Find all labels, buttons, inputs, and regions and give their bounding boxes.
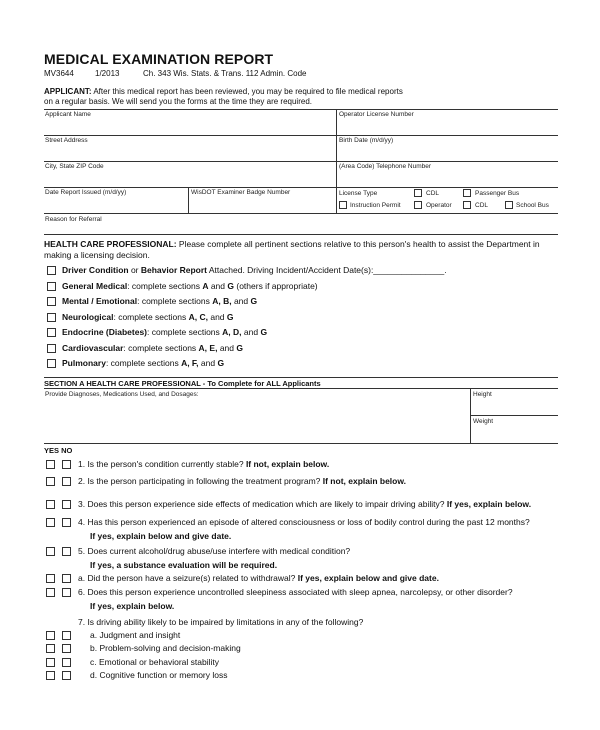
- health-care-item: Mental / Emotional: complete sections A, B, and G: [62, 296, 258, 306]
- operator-label: Operator: [426, 202, 452, 209]
- yes-checkbox[interactable]: [46, 460, 55, 469]
- question-item: 5. Does current alcohol/drug abuse/use interfere with medical condition?: [78, 546, 351, 556]
- weight-field[interactable]: Weight: [473, 418, 494, 425]
- no-checkbox[interactable]: [62, 574, 71, 583]
- health-care-item: Endocrine (Diabetes): complete sections A, D, and G: [62, 327, 268, 337]
- no-checkbox[interactable]: [62, 658, 71, 667]
- no-checkbox[interactable]: [62, 477, 71, 486]
- yes-checkbox[interactable]: [46, 658, 55, 667]
- no-checkbox[interactable]: [62, 631, 71, 640]
- form-number: MV3644: [44, 69, 74, 78]
- applicant-note: [44, 87, 404, 107]
- passenger-bus-checkbox[interactable]: [463, 189, 471, 197]
- instruction-permit-checkbox[interactable]: [339, 201, 347, 209]
- instruction-permit-label: Instruction Permit: [350, 202, 401, 209]
- yes-checkbox[interactable]: [46, 631, 55, 640]
- cdl2-checkbox[interactable]: [463, 201, 471, 209]
- question-item-note: If yes, explain below and give date.: [90, 531, 232, 541]
- sub-question-item: d. Cognitive function or memory loss: [90, 670, 228, 680]
- applicant-label: APPLICANT:: [44, 87, 92, 96]
- section-a-title: SECTION A HEALTH CARE PROFESSIONAL - To Complete for ALL Applicants: [44, 379, 321, 388]
- health-care-item-checkbox[interactable]: [47, 344, 56, 353]
- health-care-item-checkbox[interactable]: [47, 282, 56, 291]
- no-checkbox[interactable]: [62, 547, 71, 556]
- yes-checkbox[interactable]: [46, 518, 55, 527]
- question-item: 7. Is driving ability likely to be impaired by limitations in any of the following?: [78, 617, 364, 627]
- statute-reference: Ch. 343 Wis. Stats. & Trans. 112 Admin. Code: [143, 69, 307, 78]
- applicant-name-field[interactable]: Applicant Name: [45, 111, 91, 118]
- form-date: 1/2013: [95, 69, 120, 78]
- school-bus-checkbox[interactable]: [505, 201, 513, 209]
- passenger-bus-label: Passenger Bus: [475, 190, 520, 197]
- health-care-heading: [44, 239, 554, 261]
- health-care-item-checkbox[interactable]: [47, 297, 56, 306]
- yes-checkbox[interactable]: [46, 477, 55, 486]
- cdl-label: CDL: [426, 190, 440, 197]
- sub-question-item: c. Emotional or behavioral stability: [90, 657, 219, 667]
- health-care-item: Driver Condition or Behavior Report Attached. Driving Incident/Accident Date(s):_______________.: [62, 265, 447, 275]
- sub-question-item: b. Problem-solving and decision-making: [90, 643, 241, 653]
- school-bus-label: School Bus: [516, 202, 549, 209]
- yes-checkbox[interactable]: [46, 588, 55, 597]
- no-checkbox[interactable]: [62, 460, 71, 469]
- health-care-item: Cardiovascular: complete sections A, E, and G: [62, 343, 243, 353]
- applicant-text: After this medical report has been reviewed, you may be required to file medical reports on a regular basis. We will send you the forms at the time they are required.: [44, 87, 403, 106]
- health-care-heading-label: HEALTH CARE PROFESSIONAL:: [44, 239, 177, 249]
- health-care-item: General Medical: complete sections A and G (others if appropriate): [62, 281, 318, 291]
- yes-checkbox[interactable]: [46, 644, 55, 653]
- yes-checkbox[interactable]: [46, 574, 55, 583]
- diagnoses-field[interactable]: Provide Diagnoses, Medications Used, and Dosages:: [45, 391, 199, 398]
- no-checkbox[interactable]: [62, 518, 71, 527]
- height-field[interactable]: Height: [473, 391, 492, 398]
- page-title: MEDICAL EXAMINATION REPORT: [44, 51, 274, 67]
- question-item-note: If yes, explain below.: [90, 601, 175, 611]
- street-address-field[interactable]: Street Address: [45, 137, 88, 144]
- no-checkbox[interactable]: [62, 500, 71, 509]
- city-state-zip-field[interactable]: City, State ZIP Code: [45, 163, 104, 170]
- date-issued-field[interactable]: Date Report Issued (m/d/yy): [45, 189, 127, 196]
- health-care-item-checkbox[interactable]: [47, 328, 56, 337]
- health-care-item-checkbox[interactable]: [47, 266, 56, 275]
- no-checkbox[interactable]: [62, 644, 71, 653]
- health-care-item: Pulmonary: complete sections A, F, and G: [62, 358, 225, 368]
- examiner-badge-field[interactable]: WisDOT Examiner Badge Number: [191, 189, 291, 196]
- question-item: 2. Is the person participating in following the treatment program? If not, explain below.: [78, 476, 407, 486]
- birth-date-field[interactable]: Birth Date (m/d/yy): [339, 137, 394, 144]
- question-item: 1. Is the person's condition currently stable? If not, explain below.: [78, 459, 330, 469]
- yes-no-header: YES NO: [44, 446, 73, 455]
- question-item-note: If yes, a substance evaluation will be required.: [90, 560, 278, 570]
- license-type-label: License Type: [339, 190, 378, 197]
- sub-question-item: a. Judgment and insight: [90, 630, 181, 640]
- question-item: 3. Does this person experience side effects of medication which are likely to impair driving ability? If yes, explain below.: [78, 499, 532, 509]
- reason-referral-field[interactable]: Reason for Referral: [45, 216, 102, 223]
- health-care-item: Neurological: complete sections A, C, and G: [62, 312, 234, 322]
- health-care-heading-text: Please complete all pertinent sections relative to this person's health to assist the Department in making a licensing decision.: [44, 239, 540, 260]
- question-item: 4. Has this person experienced an episode of altered consciousness or loss of bodily control during the past 12 months?: [78, 517, 530, 527]
- question-item: a. Did the person have a seizure(s) related to withdrawal? If yes, explain below and give date.: [78, 573, 439, 583]
- operator-license-field[interactable]: Operator License Number: [339, 111, 414, 118]
- no-checkbox[interactable]: [62, 671, 71, 680]
- question-item: 6. Does this person experience uncontrolled sleepiness associated with sleep apnea, narcolepsy, or other disorder?: [78, 587, 513, 597]
- cdl-checkbox[interactable]: [414, 189, 422, 197]
- yes-checkbox[interactable]: [46, 500, 55, 509]
- cdl2-label: CDL: [475, 202, 489, 209]
- yes-checkbox[interactable]: [46, 547, 55, 556]
- operator-checkbox[interactable]: [414, 201, 422, 209]
- telephone-field[interactable]: (Area Code) Telephone Number: [339, 163, 432, 170]
- health-care-item-checkbox[interactable]: [47, 313, 56, 322]
- yes-checkbox[interactable]: [46, 671, 55, 680]
- health-care-item-checkbox[interactable]: [47, 359, 56, 368]
- no-checkbox[interactable]: [62, 588, 71, 597]
